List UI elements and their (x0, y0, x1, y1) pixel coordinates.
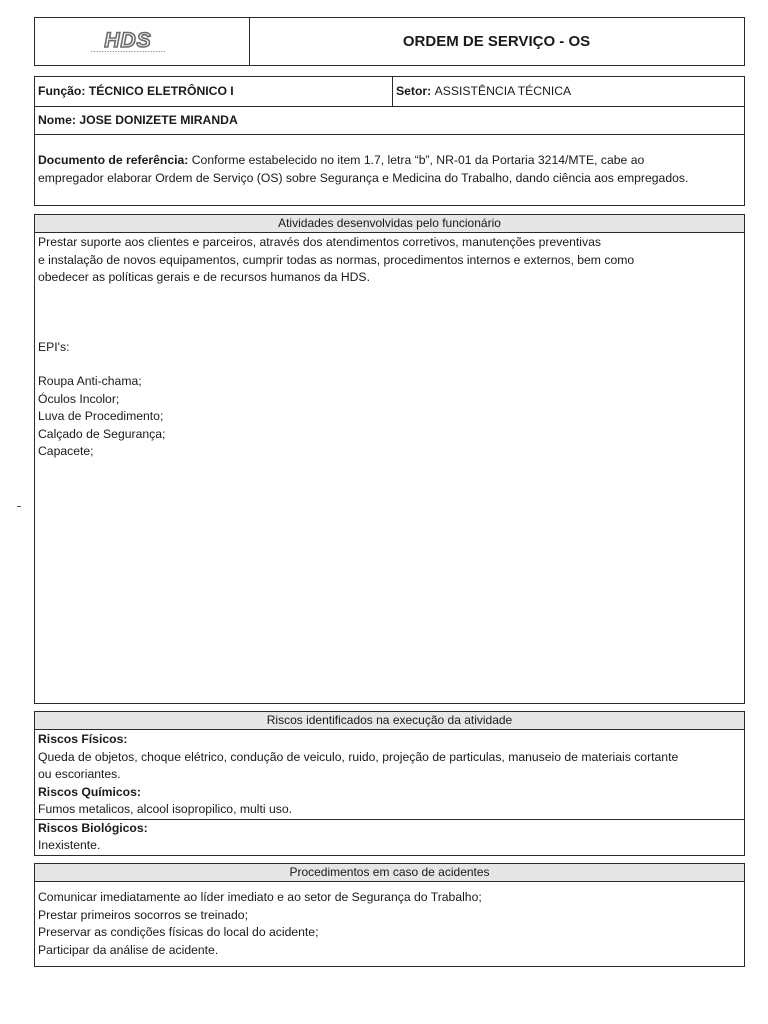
setor-value: ASSISTÊNCIA TÉCNICA (434, 83, 572, 98)
riscos-body (35, 731, 744, 855)
epi-label: EPI's: (38, 339, 70, 354)
epi-item: Calçado de Segurança; (38, 426, 166, 441)
margin-mark (17, 506, 21, 507)
riscos-biologicos-label: Riscos Biológicos: (38, 820, 148, 835)
documento-referencia-row (34, 134, 745, 206)
documento-line-1: Conforme estabelecido no item 1.7, letra “b”, NR-01 da Portaria 3214/MTE, cabe ao (191, 153, 645, 167)
page-title: ORDEM DE SERVIÇO - OS (402, 33, 591, 50)
atividades-line: Prestar suporte aos clientes e parceiros, através dos atendimentos corretivos, manutenções preventivas (38, 235, 601, 249)
procedimentos-body (38, 889, 741, 959)
document-header (34, 17, 745, 66)
funcao-setor-divider (392, 77, 393, 106)
setor-label: Setor: (396, 83, 432, 98)
riscos-biologicos-text: Inexistente. (38, 838, 101, 852)
svg-text:HDS: HDS (104, 30, 152, 52)
epi-item: Luva de Procedimento; (38, 409, 164, 423)
riscos-quimicos-label: Riscos Químicos: (38, 784, 141, 799)
procedimento-item: Prestar primeiros socorros se treinado; (38, 907, 248, 922)
riscos-fisicos-text: Queda de objetos, choque elétrico, condução de veiculo, ruido, projeção de particulas, manuseio de materiais cortante (38, 749, 679, 764)
funcao-value: TÉCNICO ELETRÔNICO I (88, 83, 234, 98)
nome-row (34, 106, 745, 135)
documento-line-2: empregador elaborar Ordem de Serviço (OS) sobre Segurança e Medicina do Trabalho, dando ciência aos empregados. (38, 170, 689, 185)
atividades-line: obedecer as políticas gerais e de recursos humanos da HDS. (38, 270, 370, 284)
procedimento-item: Participar da análise de acidente. (38, 942, 219, 957)
epi-item: Capacete; (38, 444, 94, 458)
funcao-label: Função: (38, 83, 86, 98)
atividades-body (38, 234, 741, 461)
epi-item: Óculos Incolor; (38, 391, 120, 406)
nome-label: Nome: (38, 112, 76, 127)
procedimento-item: Comunicar imediatamente ao líder imediato e ao setor de Segurança do Trabalho; (38, 890, 482, 904)
funcao-field (38, 77, 234, 106)
documento-referencia-text (38, 152, 688, 187)
epi-item: Roupa Anti-chama; (38, 374, 142, 388)
riscos-fisicos-text: ou escoriantes. (38, 767, 121, 781)
hds-logo (83, 30, 173, 54)
funcao-setor-row (34, 76, 745, 107)
riscos-fisicos-label: Riscos Físicos: (38, 732, 128, 746)
atividades-heading: Atividades desenvolvidas pelo funcionário (35, 215, 744, 233)
procedimento-item: Preservar as condições físicas do local do acidente; (38, 925, 319, 939)
nome-value: JOSE DONIZETE MIRANDA (79, 112, 238, 127)
riscos-section (34, 711, 745, 856)
procedimentos-section (34, 863, 745, 967)
setor-field (396, 77, 571, 106)
atividades-line: e instalação de novos equipamentos, cumprir todas as normas, procedimentos internos e externos, bem como (38, 252, 635, 267)
procedimentos-heading: Procedimentos em caso de acidentes (35, 864, 744, 882)
riscos-quimicos-text: Fumos metalicos, alcool isopropilico, multi uso. (35, 801, 744, 820)
nome-field (38, 107, 238, 134)
documento-label: Documento de referência: (38, 153, 189, 167)
atividades-section (34, 214, 745, 704)
riscos-heading: Riscos identificados na execução da atividade (35, 712, 744, 730)
